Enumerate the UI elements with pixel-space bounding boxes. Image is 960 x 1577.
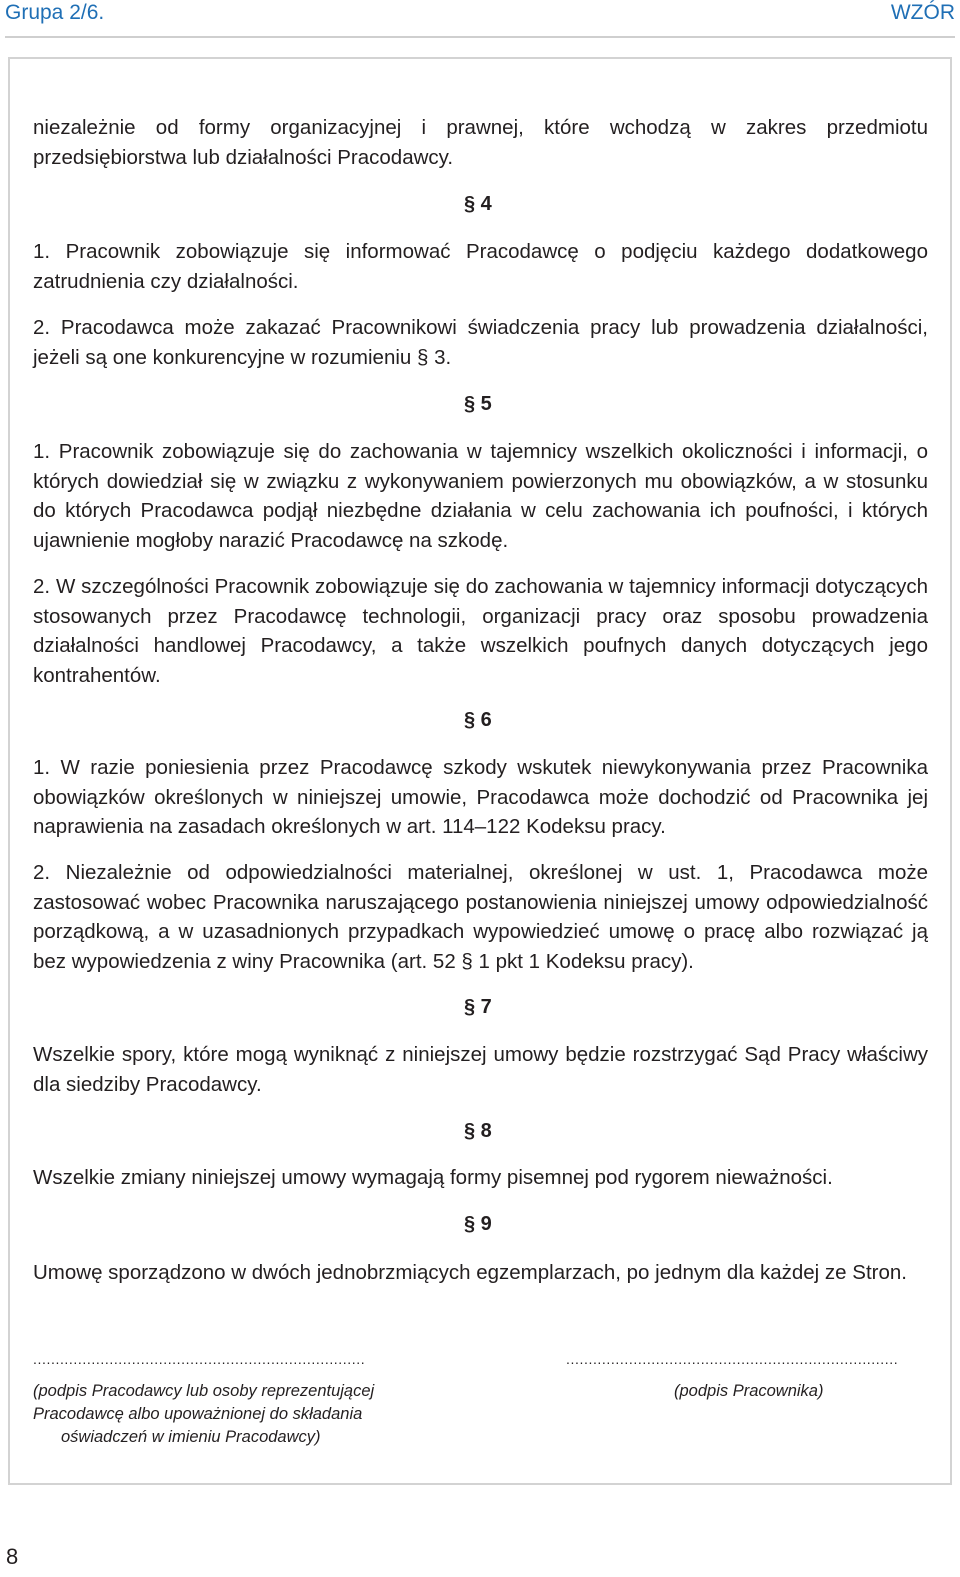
employer-caption-line: (podpis Pracodawcy lub osoby reprezentującej: [33, 1382, 375, 1400]
header-divider: [5, 36, 955, 38]
section-6-point-1: 1. W razie poniesienia przez Pracodawcę szkody wskutek niewykonywania przez Pracownika obowiązków określonych w niniejszej umowie, Pracodawca może dochodzić od Pracownika jej naprawienia na zasadach określonych w art. 114–122 Kodeksu pracy.: [33, 756, 928, 839]
employee-signature-caption: (podpis Pracownika): [674, 1382, 824, 1400]
section-5-heading: § 5: [464, 393, 492, 415]
employer-signature-caption: [33, 1380, 413, 1449]
page-header: [5, 0, 955, 30]
employer-signature-line: ..........................................................................: [33, 1351, 366, 1367]
section-4-point-1: 1. Pracownik zobowiązuje się informować Pracodawcę o podjęciu każdego dodatkowego zatrudnienia czy działalności.: [33, 240, 928, 293]
section-8-heading: § 8: [464, 1120, 492, 1142]
section-9-text: Umowę sporządzono w dwóch jednobrzmiących egzemplarzach, po jednym dla każdej ze Stron.: [33, 1261, 907, 1284]
section-7-heading: § 7: [464, 996, 492, 1018]
employer-caption-line: Pracodawcę albo upoważnionej do składania: [33, 1405, 363, 1423]
group-label: Grupa 2/6.: [5, 1, 105, 24]
section-7-text: Wszelkie spory, które mogą wyniknąć z niniejszej umowy będzie rozstrzygać Sąd Pracy właściwy dla siedziby Pracodawcy.: [33, 1043, 928, 1096]
employee-signature-line: ..........................................................................: [566, 1351, 899, 1367]
section-6-point-2: 2. Niezależnie od odpowiedzialności materialnej, określonej w ust. 1, Pracodawca może zastosować wobec Pracownika naruszającego postanowienia niniejszej umowy odpowiedzialność porządkową, a w uzasadnionych przypadkach wypowiedzieć umowę o pracę albo rozwiązać ją bez wypowiedzenia z winy Pracownika (art. 52 § 1 pkt 1 Kodeksu pracy).: [33, 861, 928, 973]
intro-paragraph: niezależnie od formy organizacyjnej i prawnej, które wchodzą w zakres przedmiotu przedsiębiorstwa lub działalności Pracodawcy.: [33, 116, 928, 169]
template-label: WZÓR: [890, 1, 955, 24]
employer-caption-line: oświadczeń w imieniu Pracodawcy): [61, 1428, 321, 1446]
section-4-point-2: 2. Pracodawca może zakazać Pracownikowi świadczenia pracy lub prowadzenia działalności, jeżeli są one konkurencyjne w rozumieniu § 3.: [33, 316, 928, 369]
page-number: 8: [6, 1544, 19, 1569]
section-4-heading: § 4: [464, 193, 492, 215]
section-6-heading: § 6: [464, 709, 492, 731]
section-5-point-2: 2. W szczególności Pracownik zobowiązuje się do zachowania w tajemnicy informacji dotyczących stosowanych przez Pracodawcę technologii, organizacji pracy oraz sposobu prowadzenia działalności handlowej Pracodawcy, a także wszelkich poufnych danych dotyczących jego kontrahentów.: [33, 575, 928, 687]
section-8-text: Wszelkie zmiany niniejszej umowy wymagają formy pisemnej pod rygorem nieważności.: [33, 1166, 833, 1189]
section-5-point-1: 1. Pracownik zobowiązuje się do zachowania w tajemnicy wszelkich okoliczności i informacji, o których dowiedział się w związku z wykonywaniem powierzonych mu obowiązków, a w stosunku do których Pracodawca podjął niezbędne działania w celu zachowania ich poufności, i których ujawnienie mogłoby narazić Pracodawcę na szkodę.: [33, 440, 928, 552]
section-9-heading: § 9: [464, 1213, 492, 1235]
